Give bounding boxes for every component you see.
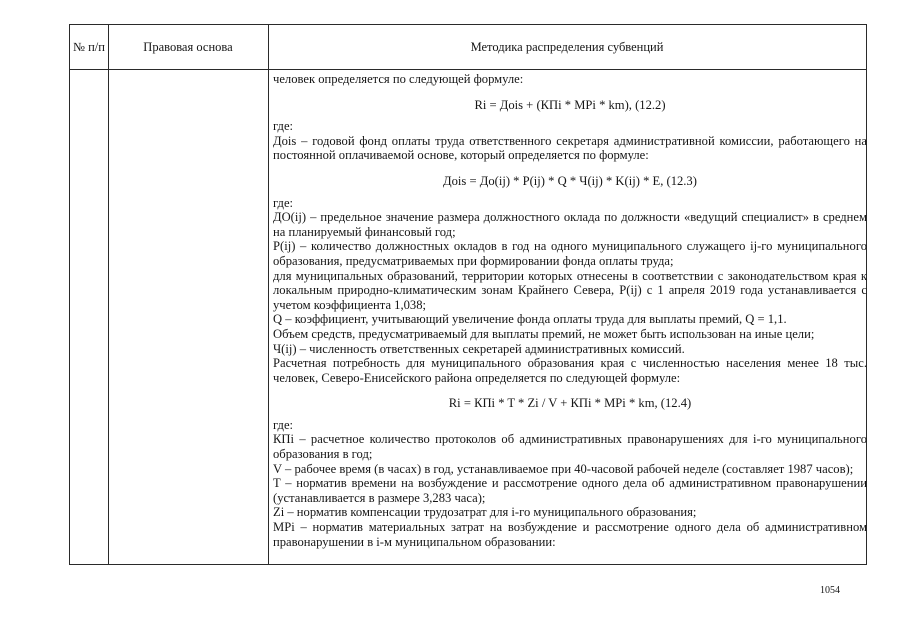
header-number-col: № п/п — [73, 40, 105, 54]
formula-12-4: Ri = КПi * T * Zi / V + КПi * МРi * km, (12.4) — [448, 396, 692, 411]
paragraph: P(ij) – количество должностных окладов в год на одного муниципального служащего ij-го муниципального образования, предусматриваемых при формировании фонда оплаты труда; — [273, 239, 867, 268]
paragraph: T – норматив времени на возбуждение и рассмотрение одного дела об административном правонарушении (устанавливается в размере 3,283 часа); — [273, 476, 867, 505]
paragraph: ДО(ij) – предельное значение размера должностного оклада по должности «ведущий специалист» в среднем на планируемый финансовый год; — [273, 210, 867, 239]
paragraph: где: — [273, 195, 294, 210]
paragraph: Ч(ij) – численность ответственных секретарей административных комиссий. — [273, 341, 685, 356]
paragraph: Дois – годовой фонд оплаты труда ответственного секретаря административной комиссии, работающего на постоянной оплачиваемой основе, который определяется по формуле: — [273, 133, 867, 163]
column-divider — [268, 25, 269, 564]
paragraph: КПi – расчетное количество протоколов об административных правонарушениях для i-го муниципального образования в год; — [273, 432, 867, 462]
paragraph: Q – коэффициент, учитывающий увеличение фонда оплаты труда для выплаты премий, Q = 1,1. — [273, 312, 787, 327]
header-divider — [70, 69, 866, 70]
paragraph: Объем средств, предусматриваемый для выплаты премий, не может быть использован на иные цели; — [273, 326, 815, 341]
column-divider — [108, 25, 109, 564]
paragraph: человек определяется по следующей формуле: — [273, 72, 524, 86]
paragraph: где: — [273, 119, 294, 134]
methodology-text — [273, 72, 867, 549]
paragraph: где: — [273, 417, 294, 432]
paragraph: Расчетная потребность для муниципального образования края с численностью населения менее 18 тыс. человек, Северо-Енисейского района определяется по следующей формуле: — [273, 356, 867, 385]
paragraph: V – рабочее время (в часах) в год, устанавливаемое при 40-часовой рабочей неделе (составляет 1987 часов); — [273, 461, 854, 476]
subventions-table — [69, 24, 867, 565]
paragraph: для муниципальных образований, территории которых отнесены в соответствии с законодательством края к локальным природно-климатическим зонам Крайнего Севера, P(ij) с 1 апреля 2019 года устанавливается с учетом коэффициента 1,038; — [273, 268, 867, 312]
header-methodology-col: Методика распределения субвенций — [470, 40, 664, 54]
paragraph: Zi – норматив компенсации трудозатрат для i-го муниципального образования; — [273, 505, 697, 520]
header-legal-basis-col: Правовая основа — [143, 40, 233, 54]
page-number: 1054 — [820, 585, 840, 596]
formula-12-3: Дois = До(ij) * P(ij) * Q * Ч(ij) * K(ij) * E, (12.3) — [443, 173, 697, 188]
formula-12-2: Ri = Дois + (КПi * МРi * km), (12.2) — [474, 97, 666, 112]
paragraph: МРi – норматив материальных затрат на возбуждение и рассмотрение одного дела об административном правонарушении в i-м муниципальном образовании: — [273, 520, 867, 549]
